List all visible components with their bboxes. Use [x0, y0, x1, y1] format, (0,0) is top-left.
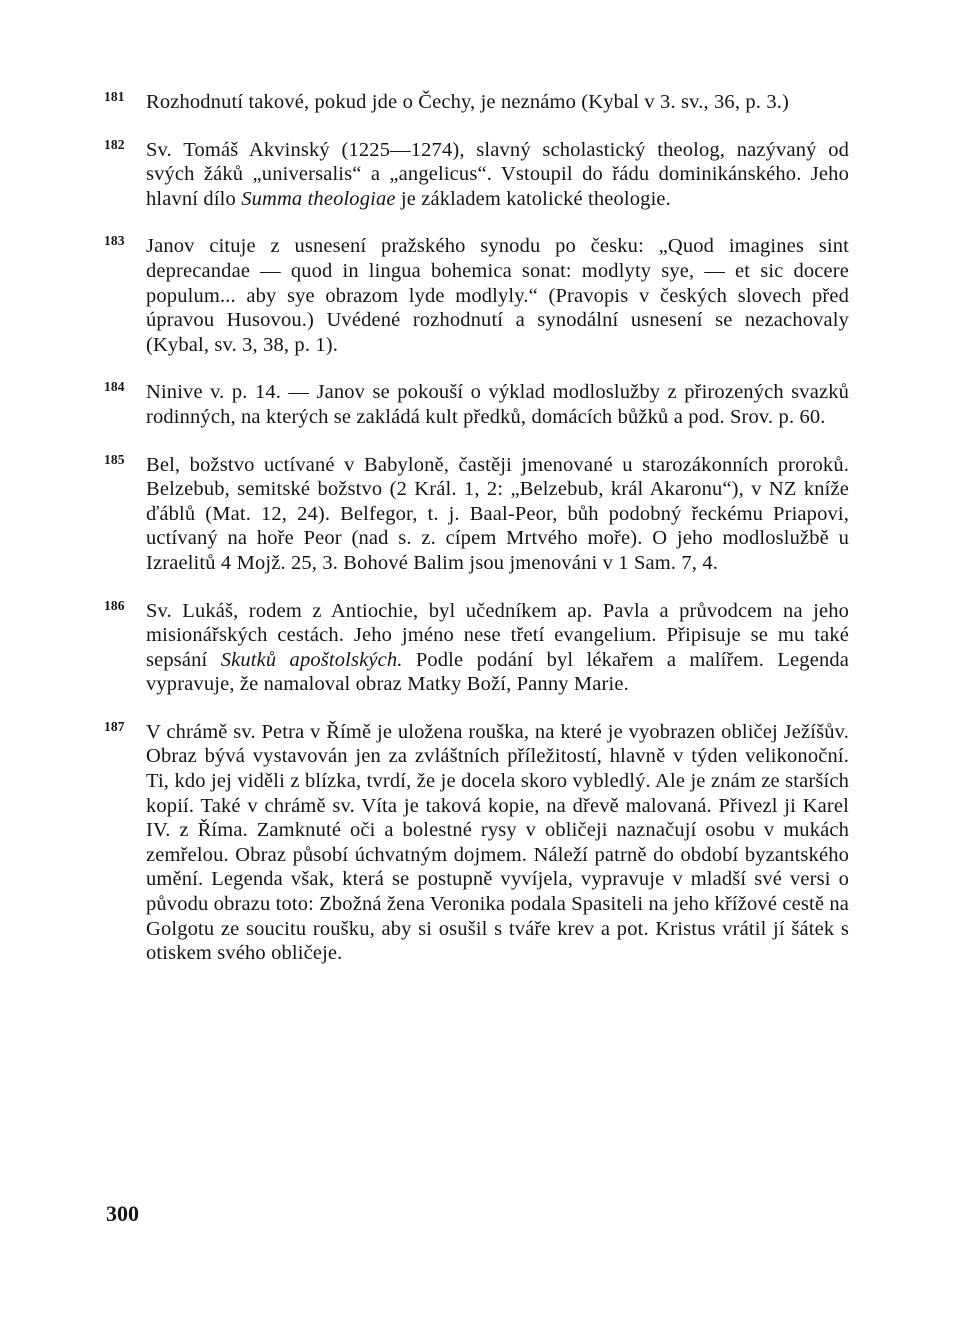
footnote-text — [146, 138, 849, 212]
footnote-text: Ninive v. p. 14. — Janov se pokouší o výklad modloslužby z přirozených svazků rodinných, na kterých se zakládá kult předků, domácích bůžků a pod. Srov. p. 60. — [146, 381, 849, 428]
footnote-181 — [104, 90, 849, 115]
footnote-text — [146, 599, 849, 697]
footnote-number: 183 — [104, 233, 125, 249]
footnote-185 — [104, 453, 849, 576]
footnote-186 — [104, 599, 849, 697]
footnote-text-part: Podle podání byl lékařem a malířem. Legenda vypravuje, že namaloval obraz Matky Boží, Panny Marie. — [146, 648, 849, 696]
footnote-number: 182 — [104, 136, 125, 152]
footnote-number: 187 — [104, 718, 125, 734]
footnote-text: Rozhodnutí takové, pokud jde o Čechy, je neznámo (Kybal v 3. sv., 36, p. 3.) — [146, 91, 789, 113]
footnote-italic-title: Summa theologiae — [241, 187, 396, 210]
footnote-text-part: Sv. Tomáš Akvinský (1225—1274), slavný scholastický theolog, nazývaný od svých žáků „universalis“ a „angelicus“. Vstoupil do řádu dominikánského. Jeho hlavní dílo — [146, 138, 849, 210]
footnote-number: 184 — [104, 379, 125, 395]
footnote-183 — [104, 234, 849, 357]
footnote-184 — [104, 380, 849, 429]
footnote-number: 185 — [104, 451, 125, 467]
footnote-182 — [104, 138, 849, 212]
page-number: 300 — [106, 1201, 139, 1226]
footnote-text-part: Sv. Lukáš, rodem z Antiochie, byl učedníkem ap. Pavla a průvodcem na jeho misionářských cestách. Jeho jméno nese třetí evangelium. Připisuje se mu také sepsání — [146, 599, 849, 671]
footnote-text: Janov cituje z usnesení pražského synodu po česku: „Quod imagines sint deprecandae — quod in lingua bohemica sonat: modlyty sye, — et sic docere populum... aby sye obrazom lyde modlyly.“ (Pravopis v českých slovech před úpravou Husovou.) Uvédené rozhodnutí a synodální usnesení se nezachovaly (Kybal, sv. 3, 38, p. 1). — [146, 235, 849, 356]
footnotes-section — [104, 90, 849, 989]
footnote-text: V chrámě sv. Petra v Římě je uložena rouška, na které je vyobrazen obličej Ježíšův. Obraz bývá vystavován jen za zvláštních příležitostí, hlavně v týden velikonoční. Ti, kdo jej viděli z blízka, tvrdí, že je docela skoro vybledlý. Ale je znám ze starších kopií. Také v chrámě sv. Víta je taková kopie, na dřevě malovaná. Přivezl ji Karel IV. z Říma. Zamknuté oči a bolestné rysy v obličeji naznačují osobu v mukách zemřelou. Obraz působí úchvatným dojmem. Náleží patrně do období byzantského umění. Legenda však, která se postupně vyvíjela, vypravuje v mladší své versi o původu obrazu toto: Zbožná žena Veronika podala Spasiteli na jeho křížové cestě na Golgotu ze soucitu roušku, aby si osušil s tváře krev a pot. Kristus vrátil jí šátek s otiskem svého obličeje. — [146, 720, 849, 965]
footnote-italic-title: Skutků apoštolských. — [220, 648, 403, 671]
footnote-number: 181 — [104, 89, 125, 104]
footnote-187 — [104, 720, 849, 966]
footnote-text: Bel, božstvo uctívané v Babyloně, častěji jmenované u starozákonních proroků. Belzebub, semitské božstvo (2 Král. 1, 2: „Belzebub, král Akaronu“), v NZ kníže ďáblů (Mat. 12, 24). Belfegor, t. j. Baal-Peor, bůh podobný řeckému Priapovi, uctívaný na hoře Peor (nad s. z. cípem Mrtvého moře). O jeho modloslužbě u Izraelitů 4 Mojž. 25, 3. Bohové Balim jsou jmenováni v 1 Sam. 7, 4. — [146, 453, 849, 574]
footnote-number: 186 — [104, 597, 125, 613]
footnote-text-part: je základem katolické theologie. — [395, 187, 671, 210]
